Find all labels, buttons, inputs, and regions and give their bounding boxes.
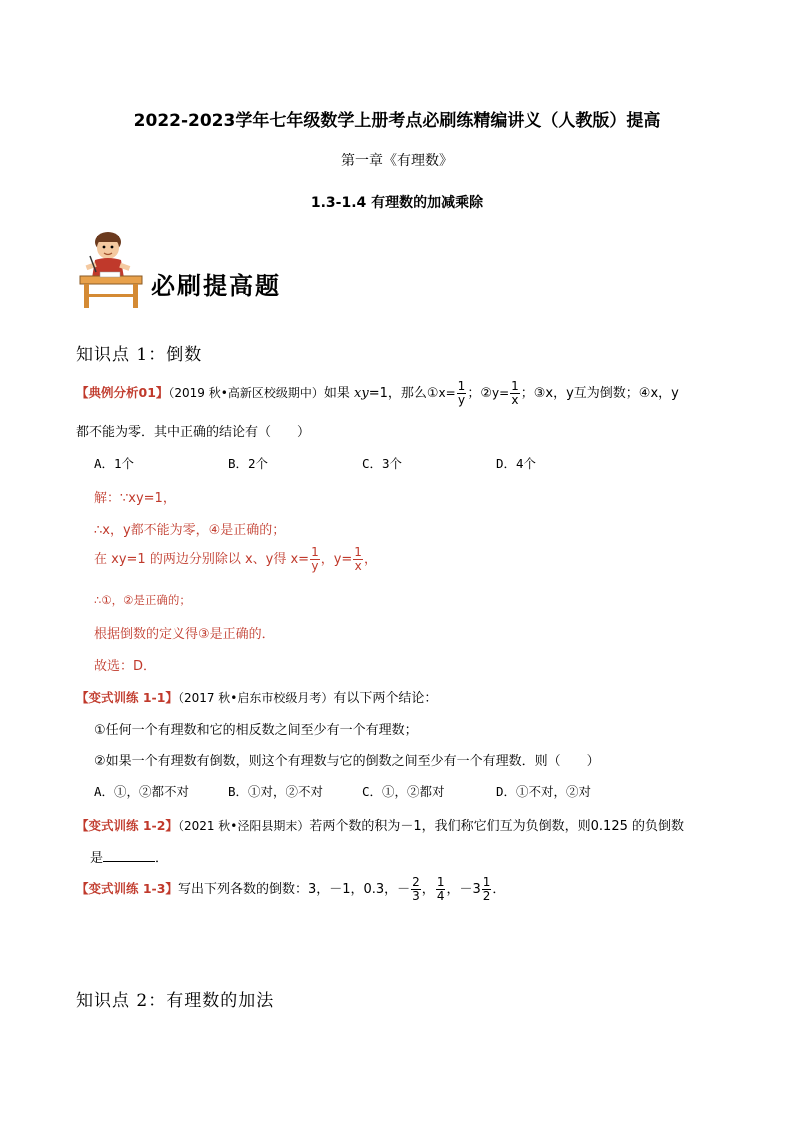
variant-1-1-line1: [76, 687, 437, 706]
page-title: 2022-2023学年七年级数学上册考点必刷练精编讲义（人教版）提高: [133, 111, 661, 131]
variant-1-1-stem: 有以下两个结论：: [333, 691, 438, 706]
variant-1-3-tag: 【变式训练 1-3】: [76, 881, 178, 896]
example-sep: ；②: [467, 386, 492, 401]
variant-1-1-tag: 【变式训练 1-1】: [76, 690, 178, 705]
variant-1-2-source: （2021 秋•泾阳县期末）: [177, 819, 310, 833]
lesson-title: 1.3-1.4 有理数的加减乘除: [310, 195, 484, 211]
variant-1-2-tag: 【变式训练 1-2】: [76, 818, 178, 833]
solution-line-3: 在 xy=1 的两边分别除以 x、y得 x= $\frac{1}{y}$ ，y= $\frac{1}{x}$ ，: [94, 545, 377, 573]
variant-1-1-option-a: A．①，②都不对: [94, 784, 190, 799]
example-01-line2: 都不能为零．其中正确的结论有（ ）: [76, 425, 311, 440]
example-stem-eq: =1，那么①: [368, 386, 439, 401]
example-source: （2019 秋•高新区校级期中）: [168, 386, 324, 400]
item1-lhs: x=: [438, 386, 456, 400]
fraction-2-over-3: $\frac{2}{3}$: [412, 875, 420, 903]
section-heading-1: 知识点 1：倒数: [76, 345, 203, 365]
fraction-1-over-y: $\frac{1}{y}$: [311, 545, 319, 573]
variant-1-2-stem: 若两个数的积为－1，我们称它们互为负倒数，则0.125 的负倒数: [309, 819, 684, 834]
option-c: C．3个: [362, 456, 403, 471]
variant-1-1-option-c: C．①，②都对: [362, 784, 445, 799]
option-b: B．2个: [228, 456, 269, 471]
example-xy: xy: [354, 386, 369, 401]
solution-line-1: 解：∵xy=1，: [94, 491, 176, 506]
solution-line-5: 根据倒数的定义得③是正确的．: [94, 627, 275, 642]
variant-1-1-option-b: B．①对，②不对: [228, 784, 324, 799]
chapter-title: 第一章《有理数》: [341, 153, 453, 169]
solution-line-6: 故选：D．: [94, 659, 157, 674]
variant-1-1-option-d: D．①不对，②对: [496, 784, 592, 799]
answer-blank[interactable]: [103, 849, 155, 862]
example-tag: 【典例分析01】: [76, 385, 169, 400]
variant-1-3-line1: 【变式训练 1-3】写出下列各数的倒数：3，－1，0.3，－ $\frac{2}{3}$ ， $\frac{1}{4}$ ，－3 $\frac{1}{2}$ ．: [76, 875, 506, 903]
banner-title: 必刷提高题: [151, 271, 281, 300]
example-01-line1: [76, 380, 679, 407]
variant-1-1-source: （2017 秋•启东市校级月考）: [177, 691, 334, 705]
fraction-1-over-4: $\frac{1}{4}$: [436, 875, 445, 903]
example-stem: 如果: [323, 386, 350, 401]
fraction-1-over-x: $\frac{1}{x}$: [511, 379, 519, 407]
option-d: D．4个: [496, 456, 537, 471]
variant-1-2-line2: 是 ．: [90, 851, 169, 866]
fraction-1-over-x: $\frac{1}{x}$: [354, 545, 362, 573]
section-heading-2: 知识点 2：有理数的加法: [76, 991, 275, 1011]
solution-line-2: ∴x，y都不能为零，④是正确的；: [94, 523, 286, 538]
example-item3: ；③x，y互为倒数；④x，y: [520, 386, 679, 401]
fraction-1-over-y: $\frac{1}{y}$: [457, 379, 466, 407]
variant-1-3-stem: 写出下列各数的倒数：3，－1，0.3，－: [177, 882, 411, 897]
fraction-1-over-2: $\frac{1}{2}$: [482, 875, 491, 903]
variant-1-1-claim-2: ②如果一个有理数有倒数，则这个有理数与它的倒数之间至少有一个有理数．则（ ）: [94, 754, 600, 769]
variant-1-2-line1: [76, 815, 684, 834]
option-a: A．1个: [94, 456, 135, 471]
item2-lhs: y=: [491, 386, 510, 400]
variant-1-1-claim-1: ①任何一个有理数和它的相反数之间至少有一个有理数；: [94, 723, 418, 738]
solution-line-4: ∴①，②是正确的；: [94, 593, 191, 607]
student-illustration: [78, 228, 148, 308]
